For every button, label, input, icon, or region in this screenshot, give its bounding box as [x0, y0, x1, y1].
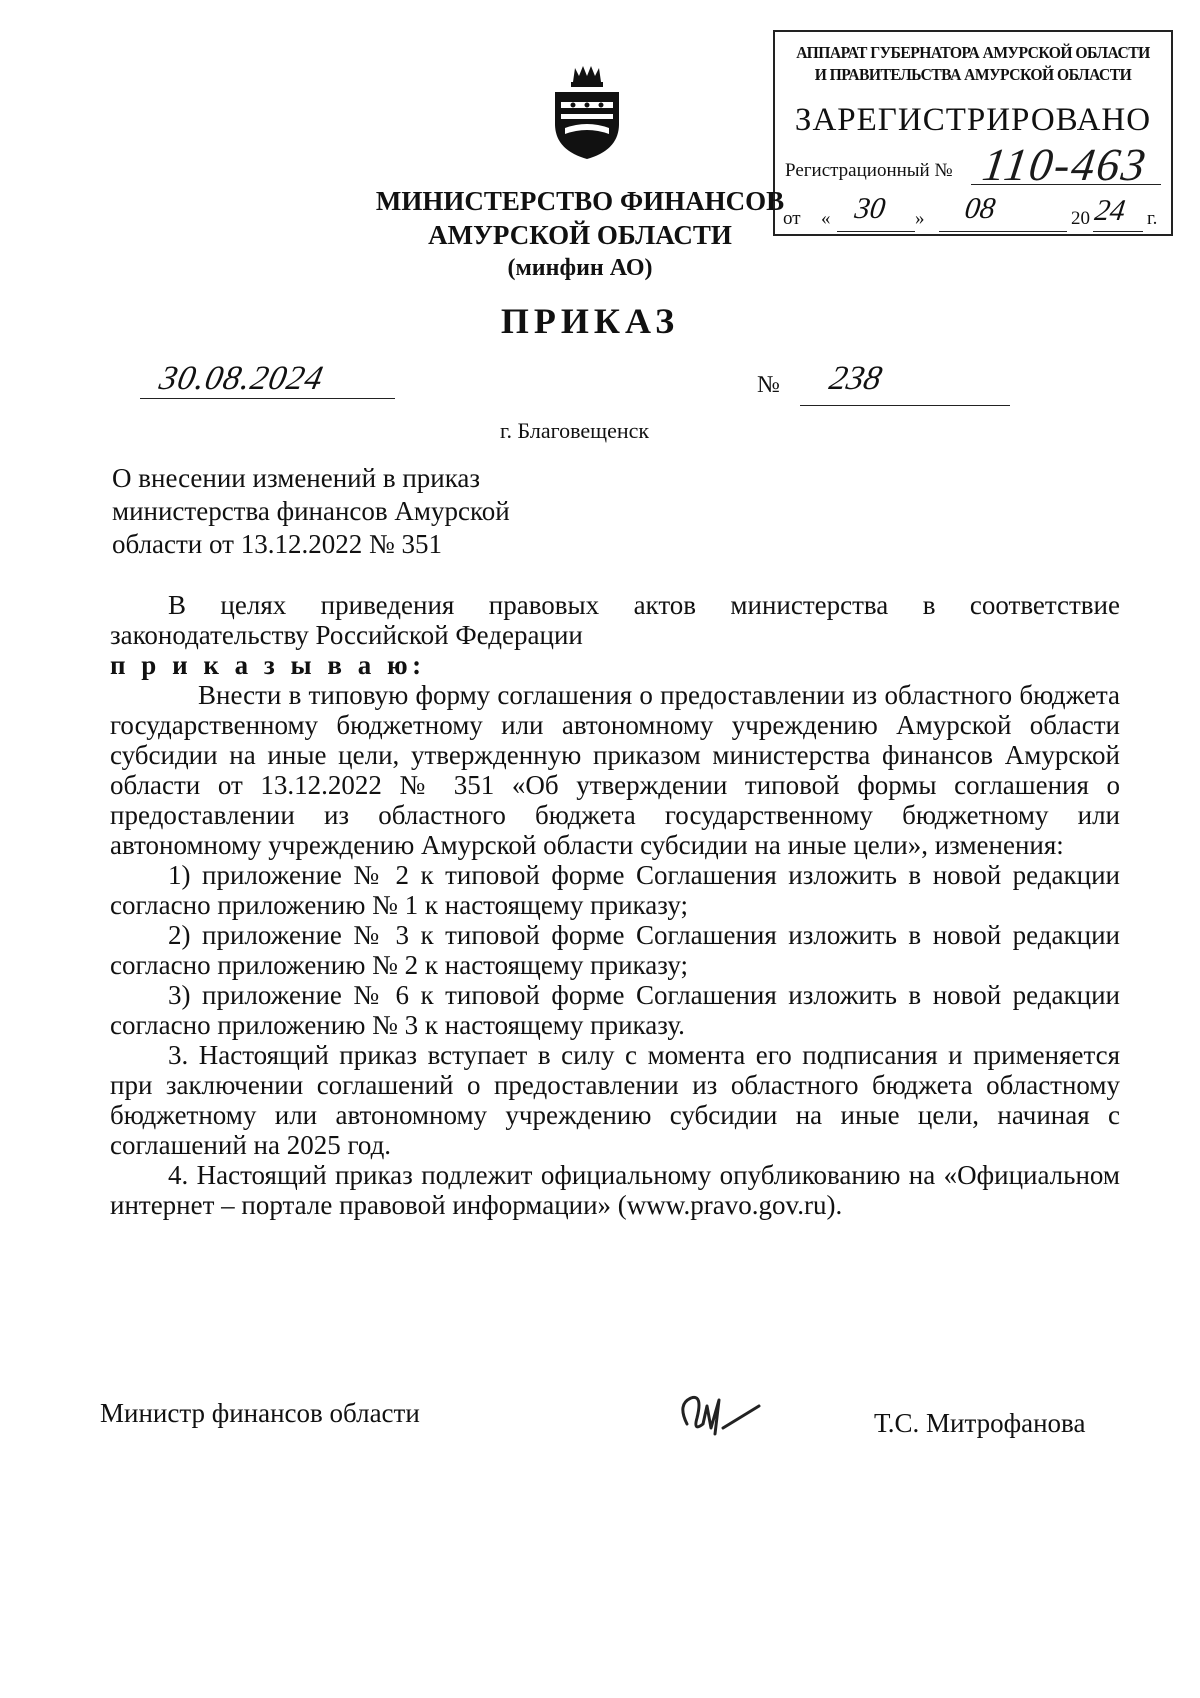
paragraph-1-item-1: 1) приложение № 2 к типовой форме Соглашения изложить в новой редакции согласно приложению № 1 к настоящему приказу; — [110, 860, 1120, 920]
order-number-underline — [800, 405, 1010, 406]
stamp-month: 08 — [962, 192, 998, 225]
stamp-reg-underline — [971, 184, 1161, 185]
stamp-year-underline — [1093, 231, 1143, 232]
paragraph-1-item-2: 2) приложение № 3 к типовой форме Соглашения изложить в новой редакции согласно приложению № 2 к настоящему приказу; — [110, 920, 1120, 980]
stamp-day: 30 — [852, 192, 888, 225]
stamp-date-from: от — [783, 208, 801, 229]
order-number-sign: № — [757, 372, 780, 398]
preamble-paragraph: В целях приведения правовых актов министерства в соответствие законодательству Российской Федерации — [110, 590, 1120, 650]
document-type-title: ПРИКАЗ — [500, 301, 680, 341]
order-date-underline — [140, 398, 395, 399]
signer-name: Т.С. Митрофанова — [874, 1408, 1086, 1438]
order-date: 30.08.2024 — [156, 360, 328, 397]
order-number: 238 — [826, 360, 886, 397]
stamp-org-line2: И ПРАВИТЕЛЬСТВА АМУРСКОЙ ОБЛАСТИ — [814, 65, 1132, 84]
stamp-year-suffix: 24 — [1092, 194, 1128, 227]
paragraph-1-item-3: 3) приложение № 6 к типовой форме Соглашения изложить в новой редакции согласно приложению № 3 к настоящему приказу. — [110, 980, 1120, 1040]
coat-of-arms-icon — [547, 62, 627, 162]
signer-title: Министр финансов области — [100, 1398, 420, 1428]
stamp-month-underline — [939, 231, 1067, 232]
stamp-quote-close: » — [915, 208, 925, 229]
handwritten-signature — [673, 1384, 769, 1444]
orders-word: п р и к а з ы в а ю: — [110, 650, 426, 680]
order-body — [110, 590, 1120, 1220]
order-subject — [112, 462, 632, 561]
paragraph-3: 3. Настоящий приказ вступает в силу с момента его подписания и применяется при заключении соглашений о предоставлении из областного бюджета областному бюджетному или автономному учреждению субсидии на иные цели, начиная с соглашений на 2025 год. — [110, 1040, 1120, 1160]
ministry-name-line2: АМУРСКОЙ ОБЛАСТИ — [428, 220, 732, 250]
subject-line: министерства финансов Амурской — [112, 496, 510, 526]
city-name: г. Благовещенск — [500, 418, 650, 443]
stamp-reg-number: 110-463 — [979, 139, 1151, 190]
stamp-org-line1: АППАРАТ ГУБЕРНАТОРА АМУРСКОЙ ОБЛАСТИ — [796, 43, 1150, 62]
stamp-year-prefix: 20 — [1071, 208, 1090, 229]
paragraph-4: 4. Настоящий приказ подлежит официальному опубликованию на «Официальном интернет – портале правовой информации» (www.pravo.gov.ru). — [110, 1160, 1120, 1220]
stamp-reg-label: Регистрационный № — [785, 160, 953, 181]
subject-line: О внесении изменений в приказ — [112, 463, 481, 493]
ministry-name-line1: МИНИСТЕРСТВО ФИНАНСОВ — [375, 186, 785, 216]
ministry-short-name: (минфин АО) — [507, 255, 653, 281]
stamp-year-abbr: г. — [1147, 208, 1158, 229]
subject-line: области от 13.12.2022 № 351 — [112, 529, 442, 559]
paragraph-1: Внести в типовую форму соглашения о предоставлении из областного бюджета государственному бюджетному или автономному учреждению Амурской области субсидии на иные цели, утвержденную приказом министерства финансов Амурской области от 13.12.2022 № 351 «Об утверждении типовой формы соглашения о предоставлении из областного бюджета государственному бюджетному или автономному учреждению Амурской области субсидии на иные цели», изменения: — [110, 680, 1120, 860]
stamp-quote-open: « — [821, 208, 831, 229]
stamp-status: ЗАРЕГИСТРИРОВАНО — [794, 102, 1152, 138]
